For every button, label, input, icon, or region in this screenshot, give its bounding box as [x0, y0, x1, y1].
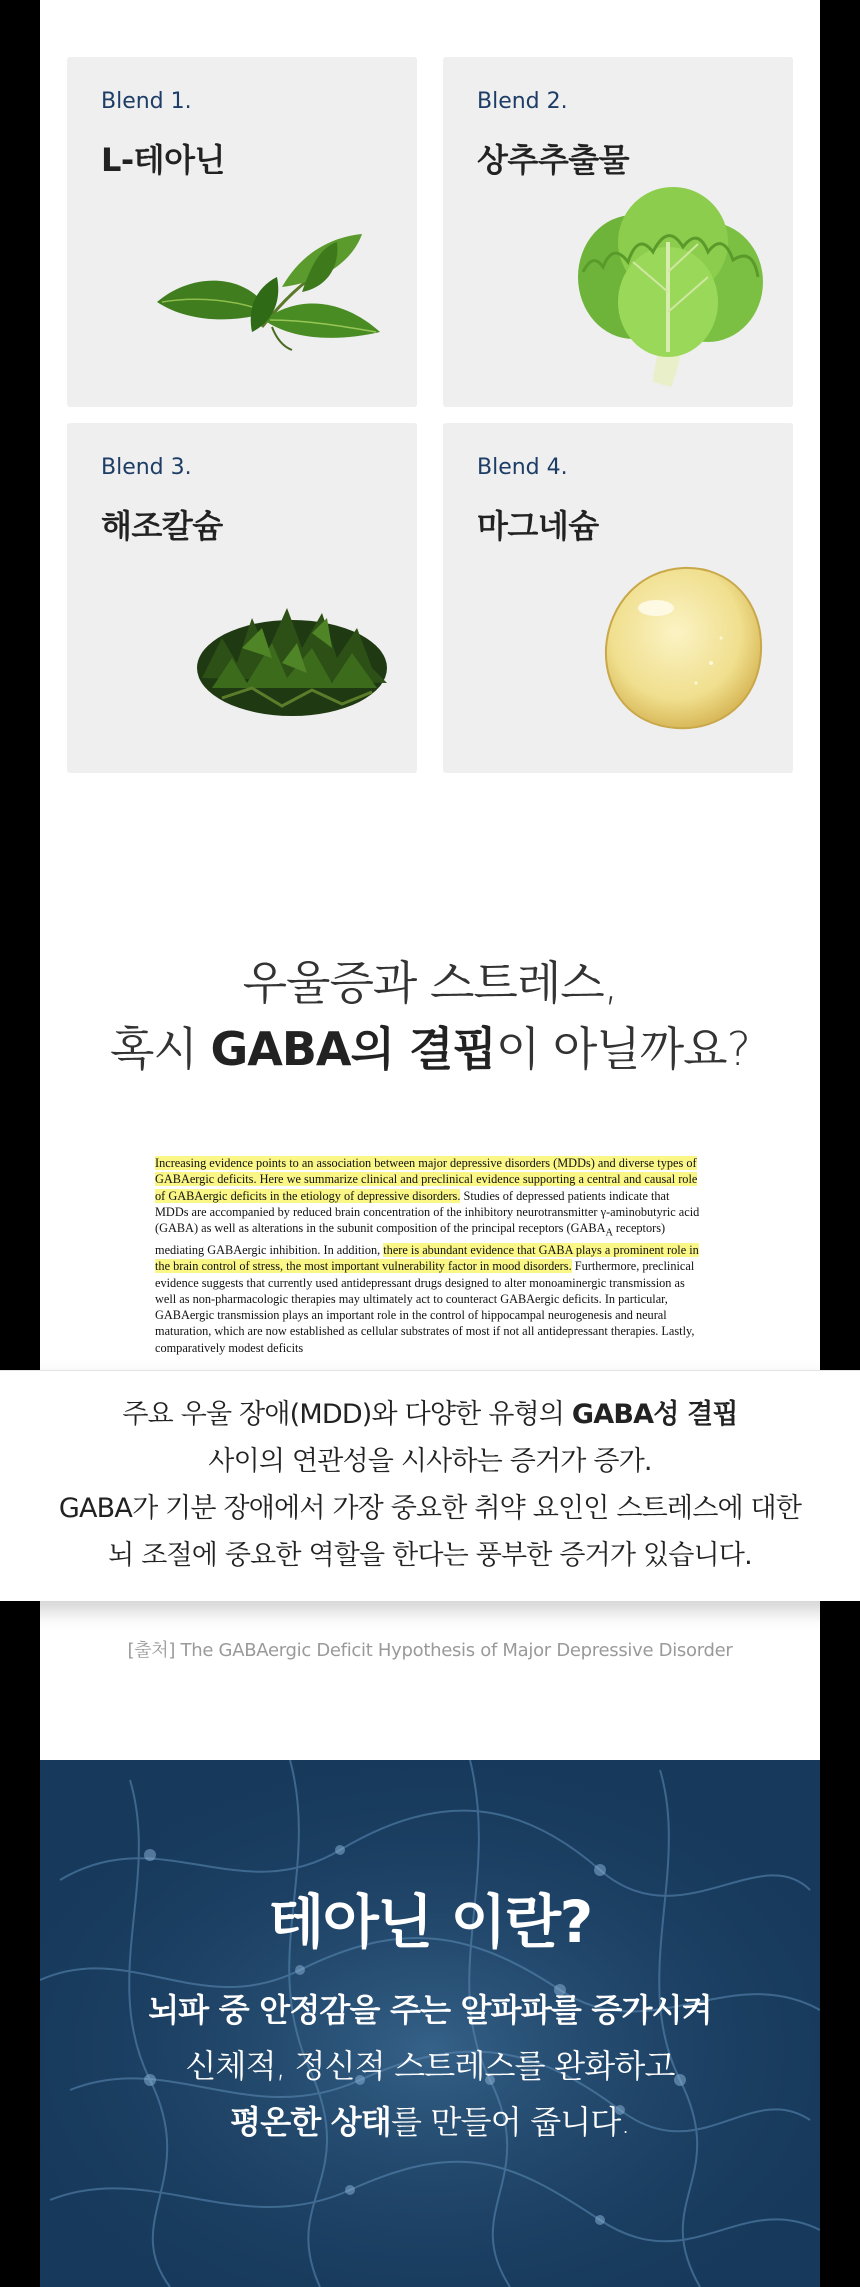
blend-name: 해조칼슘: [101, 507, 223, 545]
blend-name: 상추추출물: [477, 141, 630, 179]
tea-leaf-icon: [152, 232, 382, 352]
magnesium-drop-icon: [601, 563, 766, 733]
paper-excerpt: Increasing evidence points to an association between major depressive disorders (MDDs) and diverse types of GABAergic deficits. Here we summarize clinical and preclinical evidence supporting a central and causal role of GABAergic deficits in the etiology of depressive disorders. Studies of depressed patients indicate that MDDs are accompanied by reduced brain concentration of the inhibitory neurotransmitter γ-aminobutyric acid (GABA) as well as alterations in the subunit composition of the principal receptors ($GABA_A$ receptors) mediating GABAergic inhibition. In addition, there is abundant evidence that GABA plays a prominent role in the brain control of stress, the most important vulnerability factor in mood disorders. Furthermore, preclinical evidence suggests that currently used antidepressant drugs designed to alter monoaminergic transmission as well as non-pharmacologic therapies may ultimately act to counteract GABAergic deficits. In particular, GABAergic transmission plays an important role in the control of hippocampal neurogenesis and neural maturation, which are now established as cellular substrates of most if not all antidepressant therapies. Lastly, comparatively modest deficits: [155, 1156, 700, 1355]
blend-number: Blend 1.: [101, 89, 192, 114]
blend-number: Blend 2.: [477, 89, 568, 114]
summary-text: 주요 우울 장애(MDD)와 다양한 유형의 GABA성 결핍 사이의 연관성을 시사하는 증거가 증가. GABA가 기분 장애에서 가장 중요한 취약 요인인 스트레스에 대한 뇌 조절에 중요한 역할을 한다는 풍부한 증거가 있습니다.: [58, 1399, 802, 1571]
blend-name: L-테아닌: [101, 141, 225, 179]
blend-number: Blend 3.: [101, 455, 192, 480]
summary-band: [0, 1370, 860, 1601]
theanine-description: 뇌파 중 안정감을 주는 알파파를 증가시켜 신체적, 정신적 스트레스를 완화하고 평온한 상태를 만들어 줍니다.: [148, 1991, 712, 2141]
headline-emphasis: GABA의 결핍: [210, 1022, 496, 1076]
seaweed-icon: [192, 588, 392, 718]
lettuce-icon: [573, 182, 768, 392]
blend-card-2: [443, 57, 793, 407]
blend-card-3: [67, 423, 417, 773]
blend-card-1: [67, 57, 417, 407]
blend-number: Blend 4.: [477, 455, 568, 480]
headline-line-2: 혹시 GABA의 결핍이 아닐까요?: [109, 1022, 751, 1076]
theanine-title: 테아닌 이란?: [268, 1888, 592, 1956]
theanine-section: [40, 1760, 820, 2287]
highlight-2: there is abundant evidence that GABA plays a prominent role in the brain control of stress, the most important vulnerability factor in mood disorders.: [155, 1242, 699, 1274]
blend-card-4: [443, 423, 793, 773]
blend-name: 마그네슘: [477, 507, 599, 545]
source-citation: [출처] The GABAergic Deficit Hypothesis of Major Depressive Disorder: [127, 1640, 733, 1661]
headline-line-1: 우울증과 스트레스,: [242, 956, 618, 1010]
headline: [40, 950, 820, 1082]
highlight-1: Increasing evidence points to an association between major depressive disorders (MDDs) and diverse types of GABAergic deficits. Here we summarize clinical and preclinical evidence supporting a central and causal role of GABAergic deficits in the etiology of depressive disorders.: [155, 1156, 698, 1203]
